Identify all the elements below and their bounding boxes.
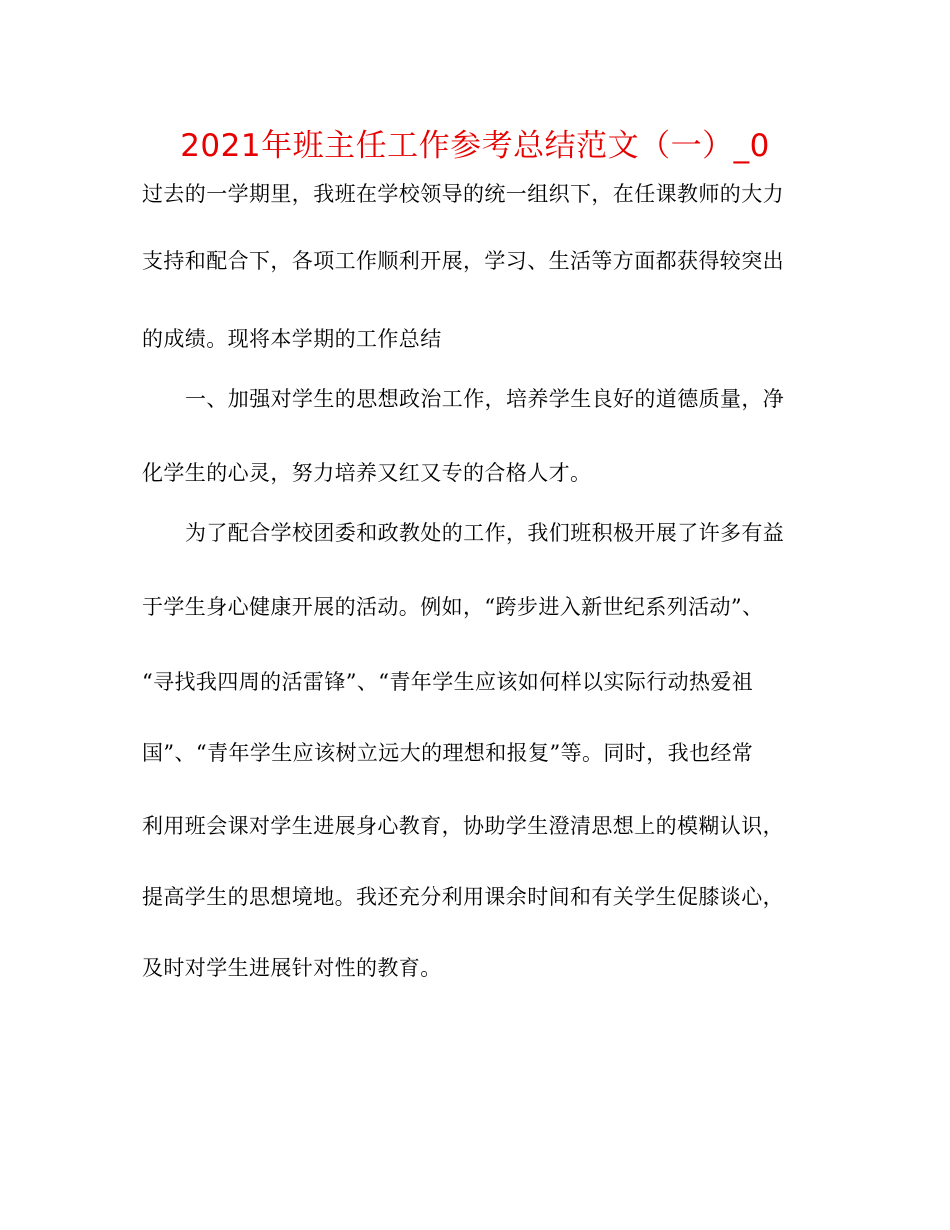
section-heading-line: 化学生的心灵，努力培养又红又专的合格人才。: [142, 461, 592, 485]
paragraph-line: 为了配合学校团委和政教处的工作，我们班积极开展了许多有益: [185, 521, 785, 545]
paragraph-line: 过去的一学期里，我班在学校领导的统一组织下，在任课教师的大力: [142, 182, 784, 206]
paragraph-line: 国”、“青年学生应该树立远大的理想和报复”等。同时，我也经常: [142, 741, 754, 765]
paragraph-line: 利用班会课对学生进展身心教育，协助学生澄清思想上的模糊认识，: [142, 814, 784, 838]
document-title: 2021年班主任工作参考总结范文（一）_0: [180, 128, 770, 164]
section-heading-line: 一、加强对学生的思想政治工作，培养学生良好的道德质量，净: [185, 387, 785, 411]
paragraph-line: 的成绩。现将本学期的工作总结: [142, 327, 442, 351]
paragraph-line: 提高学生的思想境地。我还充分利用课余时间和有关学生促膝谈心，: [142, 885, 784, 909]
paragraph-line: 支持和配合下，各项工作顺利开展，学习、生活等方面都获得较突出: [142, 249, 784, 273]
paragraph-line: 及时对学生进展针对性的教育。: [142, 956, 442, 980]
paragraph-line: 于学生身心健康开展的活动。例如，“跨步进入新世纪系列活动”、: [142, 595, 764, 619]
paragraph-line: “寻找我四周的活雷锋”、“青年学生应该如何样以实际行动热爱祖: [142, 670, 754, 694]
